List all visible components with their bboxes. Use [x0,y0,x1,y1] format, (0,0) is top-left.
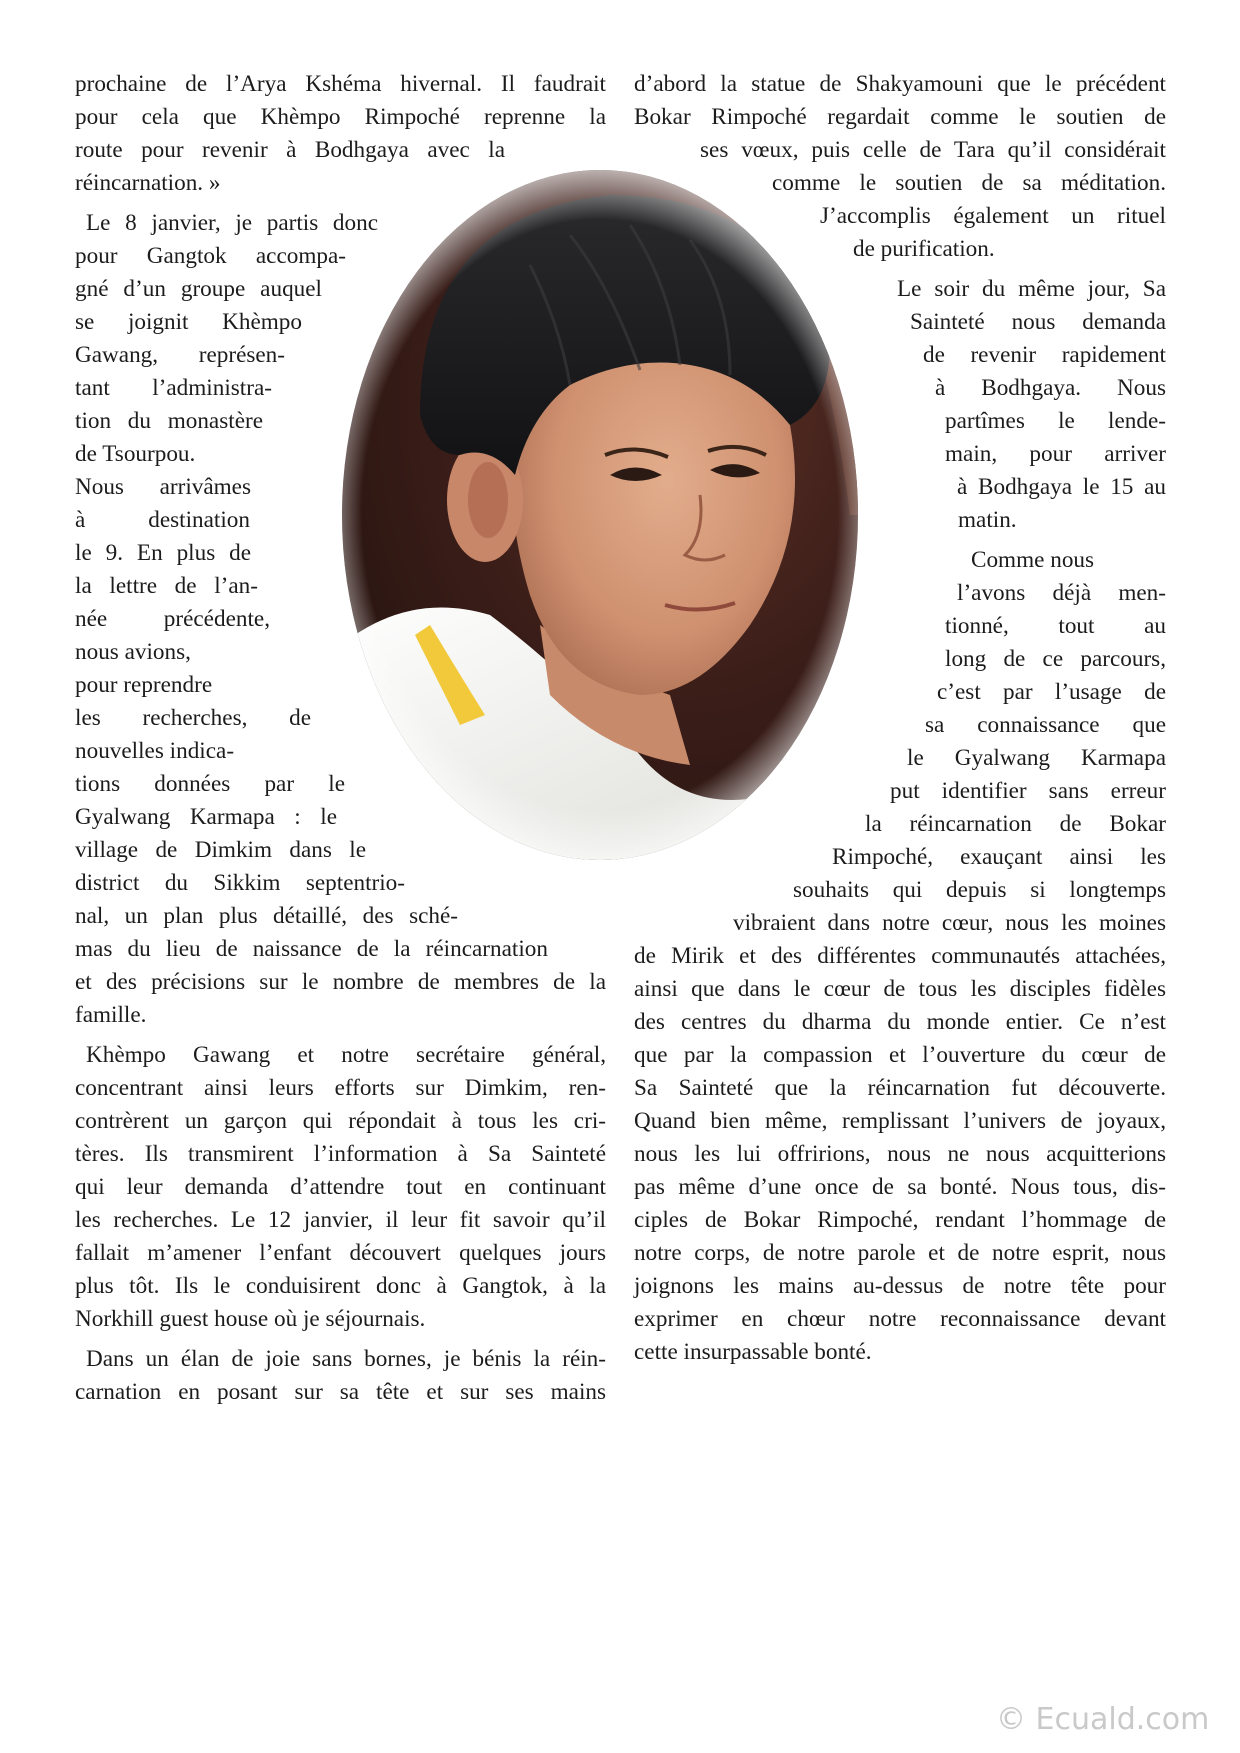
right-column-text-line: tionné, tout au [945,613,1166,639]
left-column-text-line: Dans un élan de joie sans bornes, je bénis la réin- [86,1346,606,1372]
left-column-text-line: concentrant ainsi leurs efforts sur Dimkim, ren- [75,1075,606,1101]
watermark: © Ecuald.com [996,1702,1210,1737]
left-column-text-line: fallait m’amener l’enfant découvert quelques jours [75,1240,606,1266]
right-column-text-line: ses vœux, puis celle de Tara qu’il considérait [700,137,1166,163]
left-column-text-line: se joignit Khèmpo [75,309,302,335]
right-column-text-line: ciples de Bokar Rimpoché, rendant l’hommage de [634,1207,1166,1233]
right-column-text-line: à Bodhgaya. Nous [935,375,1166,401]
left-column-text-line: les recherches, de [75,705,311,731]
right-column-text-line: long de ce parcours, [945,646,1166,672]
right-column-text-line: partîmes le lende- [945,408,1166,434]
left-column-text-line: Khèmpo Gawang et notre secrétaire général, [86,1042,606,1068]
left-column-text-line: nouvelles indica- [75,738,235,764]
right-column-text-line: cette insurpassable bonté. [634,1339,872,1365]
left-column-text-line: pour cela que Khèmpo Rimpoché reprenne la [75,104,606,130]
left-column-text-line: mas du lieu de naissance de la réincarnation [75,936,548,962]
right-column-text-line: main, pour arriver [945,441,1166,467]
left-column-text-line: district du Sikkim septentrio- [75,870,405,896]
right-column-text-line: à Bodhgaya le 15 au [957,474,1166,500]
right-column-text-line: souhaits qui depuis si longtemps [793,877,1166,903]
left-column-text-line: Gawang, représen- [75,342,285,368]
left-column-text-line: contrèrent un garçon qui répondait à tous les cri- [75,1108,606,1134]
left-column-text-line: Gyalwang Karmapa : le [75,804,337,830]
right-column-text-line: de purification. [853,236,995,262]
right-column-text-line: de Mirik et des différentes communautés attachées, [634,943,1166,969]
left-column-text-line: plus tôt. Ils le conduisirent donc à Gangtok, à la [75,1273,606,1299]
right-column-text-line: Le soir du même jour, Sa [897,276,1166,302]
right-column-text-line: nous les lui offririons, nous ne nous acquitterions [634,1141,1166,1167]
right-column-text-line: notre corps, de notre parole et de notre esprit, nous [634,1240,1166,1266]
left-column-text-line: prochaine de l’Arya Kshéma hivernal. Il faudrait [75,71,606,97]
left-column-text-line: le 9. En plus de [75,540,251,566]
right-column-text-line: d’abord la statue de Shakyamouni que le précédent [634,71,1166,97]
right-column-text-line: ainsi que dans le cœur de tous les disciples fidèles [634,976,1166,1002]
right-column-text-line: exprimer en chœur notre reconnaissance devant [634,1306,1166,1332]
right-column-text-line: Comme nous [971,547,1095,573]
left-column-text-line: Nous arrivâmes [75,474,251,500]
left-column-text-line: et des précisions sur le nombre de membres de la [75,969,606,995]
right-column-text-line: pas même d’une once de sa bonté. Nous tous, dis- [634,1174,1166,1200]
right-column-text-line: matin. [958,507,1017,533]
right-column-text-line: vibraient dans notre cœur, nous les moines [733,910,1166,936]
left-column-text-line: pour Gangtok accompa- [75,243,346,269]
right-column-text-line: des centres du dharma du monde entier. Ce n’est [634,1009,1166,1035]
left-column-text-line: tions données par le [75,771,345,797]
left-column-text-line: gné d’un groupe auquel [75,276,322,302]
right-column-text-line: joignons les mains au-dessus de notre tête pour [634,1273,1166,1299]
right-column-text-line: J’accomplis également un rituel [820,203,1166,229]
left-column-text-line: tion du monastère [75,408,263,434]
right-column-text-line: de revenir rapidement [923,342,1166,368]
right-column-text-line: la réincarnation de Bokar [865,811,1166,837]
left-column-text-line: route pour revenir à Bodhgaya avec la [75,137,505,163]
left-column-text-line: village de Dimkim dans le [75,837,366,863]
left-column-text-line: la lettre de l’an- [75,573,258,599]
left-column-text-line: de Tsourpou. [75,441,196,467]
left-column-text-line: nous avions, [75,639,191,665]
right-column-text-line: Bokar Rimpoché regardait comme le soutien de [634,104,1166,130]
left-column-text-line: les recherches. Le 12 janvier, il leur fit savoir qu’il [75,1207,606,1233]
left-column-text-line: Le 8 janvier, je partis donc [86,210,378,236]
right-column-text-line: c’est par l’usage de [937,679,1166,705]
right-column-text-line: Quand bien même, remplissant l’univers de joyaux, [634,1108,1166,1134]
left-column-text-line: née précédente, [75,606,270,632]
left-column-text-line: famille. [75,1002,147,1028]
left-column-text-line: à destination [75,507,250,533]
right-column-text-line: put identifier sans erreur [890,778,1166,804]
left-column-text-line: nal, un plan plus détaillé, des sché- [75,903,458,929]
portrait-photo [310,155,890,875]
left-column-text-line: pour reprendre [75,672,213,698]
left-column-text-line: tères. Ils transmirent l’information à Sa Sainteté [75,1141,606,1167]
right-column-text-line: Sainteté nous demanda [910,309,1166,335]
left-column-text-line: qui leur demanda d’attendre tout en continuant [75,1174,606,1200]
right-column-text-line: l’avons déjà men- [957,580,1166,606]
right-column-text-line: le Gyalwang Karmapa [907,745,1166,771]
left-column-text-line: Norkhill guest house où je séjournais. [75,1306,426,1332]
right-column-text-line: Sa Sainteté que la réincarnation fut découverte. [634,1075,1166,1101]
left-column-text-line: réincarnation. » [75,170,221,196]
left-column-text-line: carnation en posant sur sa tête et sur ses mains [75,1379,606,1405]
right-column-text-line: comme le soutien de sa méditation. [772,170,1166,196]
left-column-text-line: tant l’administra- [75,375,272,401]
right-column-text-line: Rimpoché, exauçant ainsi les [832,844,1166,870]
right-column-text-line: que par la compassion et l’ouverture du cœur de [634,1042,1166,1068]
right-column-text-line: sa connaissance que [925,712,1166,738]
